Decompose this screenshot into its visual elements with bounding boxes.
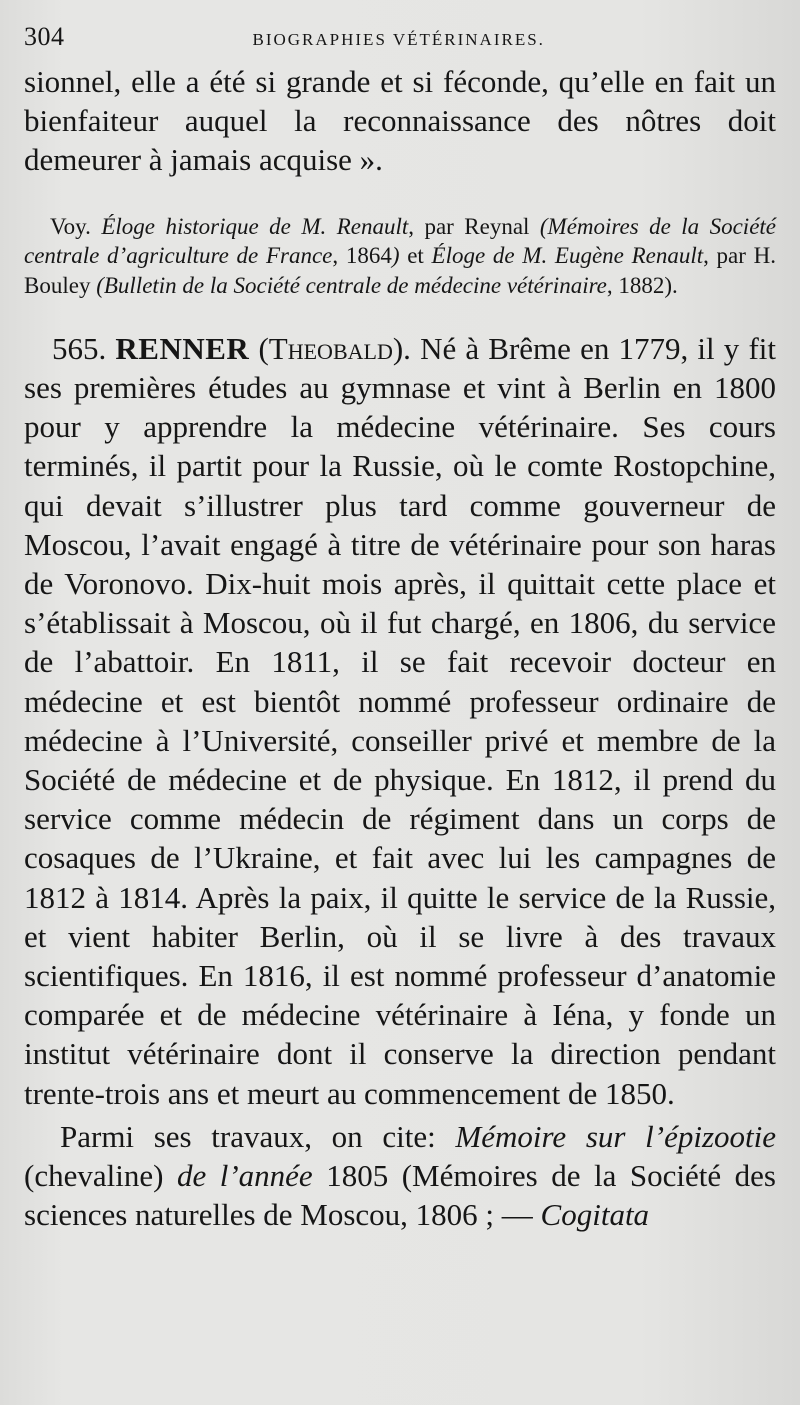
entry-punct: ). xyxy=(392,330,421,366)
references-text: , par Reynal xyxy=(408,213,540,239)
works-text: 1805 (Mémoires de la Société des sciences naturelles de Moscou, 1806 ; — xyxy=(24,1157,776,1233)
reference-title: (Mémoires de la Société centrale d’agriculture de France xyxy=(24,213,777,269)
page-number: 304 xyxy=(24,22,65,51)
continued-paragraph xyxy=(24,62,776,180)
works-text: Parmi ses travaux, on cite: xyxy=(60,1118,456,1154)
works-paragraph xyxy=(24,1117,776,1235)
entry-surname: RENNER xyxy=(115,330,250,366)
reference-title: ) xyxy=(391,243,400,269)
continued-text: sionnel, elle a été si grande et si féconde, qu’elle en fait un bienfaiteur auquel la reconnaissance des nôtres doit demeurer à jamais acquise ». xyxy=(24,64,776,178)
running-head xyxy=(24,22,776,62)
references-text: Voy. xyxy=(50,213,102,239)
references-text: , 1864 xyxy=(332,243,392,269)
work-title: Mémoire sur l’épizootie xyxy=(455,1118,776,1154)
running-title: BIOGRAPHIES VÉTÉRINAIRES. xyxy=(252,30,545,49)
work-title: Cogitata xyxy=(540,1197,650,1233)
entry-body: Né à Brême en 1779, il y fit ses premières études au gymnase et vint à Berlin en 1800 pour y apprendre la médecine vétérinaire. Ses cours terminés, il partit pour la Russie, où le comte Rostopchine, qui devait s’illustrer plus tard comme gouverneur de Moscou, l’avait engagé à titre de vétérinaire pour son haras de Voronovo. Dix-huit mois après, il quittait cette place et s’établissait à Moscou, où il fut chargé, en 1806, du service de l’abattoir. En 1811, il se fait recevoir docteur en médecine et est bientôt nommé professeur ordinaire de médecine à l’Université, conseiller privé et membre de la Société de médecine et de physique. En 1812, il prend du service comme médecin de régiment dans un corps de cosaques de l’Ukraine, et fait avec lui les campagnes de 1812 à 1814. Après la paix, il quitte le service de la Russie, et vient habiter Berlin, où il se livre à des travaux scientifiques. En 1816, il est nommé professeur d’anatomie comparée et de médecine vétérinaire à Iéna, y fonde un institut vétérinaire dont il conserve la direction pendant trente-trois ans et meurt au commencement de 1850. xyxy=(24,330,776,1111)
works-text: (chevaline) xyxy=(24,1157,177,1193)
references-text: , par H. Bouley xyxy=(24,243,776,299)
references-paragraph xyxy=(24,212,776,301)
references-text: , 1882). xyxy=(606,273,678,299)
reference-title: Éloge de M. Eugène Renault xyxy=(431,243,704,269)
reference-title: Éloge historique de M. Renault xyxy=(101,213,409,239)
work-title: de l’année xyxy=(176,1157,313,1193)
entry-punct: ( xyxy=(249,330,269,366)
biography-entry xyxy=(24,329,776,1113)
entry-given-name: Theobald xyxy=(268,330,393,366)
entry-number: 565. xyxy=(52,330,107,366)
references-text: et xyxy=(399,243,432,269)
reference-title: (Bulletin de la Société centrale de médecine vétérinaire xyxy=(96,273,607,299)
